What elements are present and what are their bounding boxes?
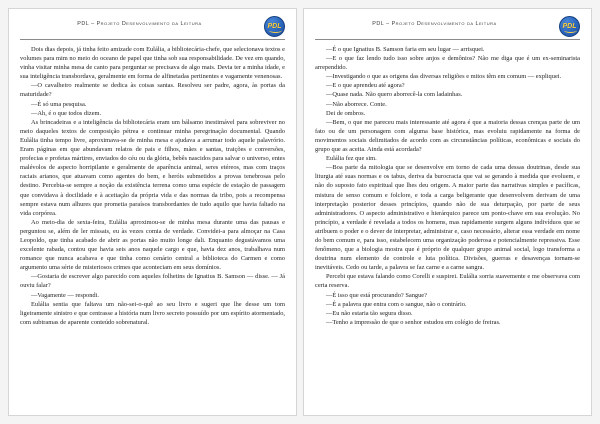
paragraph: —É a palavra que entra com o sangue, não o contrário.: [326, 300, 467, 308]
page-left: [8, 8, 297, 416]
paragraph: Ao meio-dia de sexta-feira, Eulália aproximou-se de minha mesa durante uma das pausas e perguntou se, além de ler missais, eu às vezes comia de verdade. Convidei-a para almoçar na Casa Leopoldo, que tinha acabado de abrir as portas não muito longe dali. Enquanto degustávamos uma excelente rabada, contou que havia seis anos naquele cargo e que, havia dez anos, trabalhava num romance que nunca acabava e que tinha como cenário central a biblioteca do Carmen e como argumento uma série de misteriosos crimes que aconteciam em seus domínios.: [20, 218, 285, 272]
paragraph: —Boa parte da mitologia que se desenvolve em torno de cada uma dessas doutrinas, desde sua liturgia até suas normas e os tabus, deriva da burocracia que vai se gerando à medida que evoluem, e não do suposto fato espiritual que lhes deu origem. A maior parte das narrativas simples e pacíficas, mistura de senso comum e folclore, e toda a carga beligerante que desenvolvem derivam de uma interpretação posterior desses princípios, quando não de sua deturpação, por parte de seus administradores. O aspecto administrativo e hierárquico parece um ponto-chave em sua evolução. No princípio, a verdade é revelada a todos os homens, mas rapidamente surgem alguns indivíduos que se atribuem o poder e o dever de interpretar, administrar e, caso necessário, alterar essa verdade em nome do bem comum e, para isso, estabelecem uma organização poderosa e potencialmente repressiva. Esse fenômeno, que a biologia mostra que é próprio de qualquer grupo animal social, logo transforma a doutrina num elemento de controle e luta política. Divisões, guerras e desavenças tornam-se inevitáveis. Cedo ou tarde, a palavra se faz carne e a carne sangra.: [315, 164, 580, 272]
header-title: PDL – Projeto Desenvolvimento da Leitura: [372, 21, 497, 27]
paragraph: —E o que aprendeu até agora?: [326, 82, 405, 90]
paragraph: —Investigando o que as origens das diversas religiões e mitos têm em comum — expliquei.: [326, 73, 562, 81]
page-header: [315, 15, 580, 40]
pdl-logo-icon: [264, 16, 285, 37]
paragraph: —É só uma pesquisa.: [31, 100, 87, 108]
pdl-logo-icon: [559, 16, 580, 37]
paragraph: Eulália fez que sim.: [326, 155, 377, 163]
paragraph: —Vagamente — respondi.: [31, 291, 99, 299]
header-title: PDL – Projeto Desenvolvimento da Leitura: [77, 21, 202, 27]
paragraph: Percebi que estava falando como Corelli e suspirei. Eulália sorria suavemente e me observava com certa reserva.: [315, 273, 580, 290]
paragraph: —Eu não estaria tão segura disso.: [326, 309, 413, 317]
paragraph: —É o que Ignatius B. Samson faria em seu lugar — arrisquei.: [326, 46, 485, 53]
page-header: [20, 15, 285, 40]
paragraph: Eulália sentia que faltava um não-sei-o-quê ao seu livro e sugeri que lhe desse um tom ligeiramente sinistro e que centrasse a história num livro secreto possuído por um espírito atormentado, com subtramas de aparente conteúdo sobrenatural.: [20, 300, 285, 326]
paragraph: Dei de ombros.: [326, 109, 366, 117]
page-body-text: [315, 45, 580, 407]
paragraph: —Gostaria de escrever algo parecido com aqueles folhetins de Ignatius B. Samson — disse. — Já ouviu falar?: [20, 273, 285, 290]
logo-swoosh-icon: [269, 28, 282, 33]
paragraph: As brincadeiras e a inteligência da bibliotecária eram um bálsamo inestimável para sobreviver no meio daqueles textos de composição pétrea e continuar minha peregrinação documental. Quando Eulália tinha tempo livre, aproximava-se de minha mesa e ajudava a arrumar todo aquele palavrório. Eram páginas em que abundavam relatos de pais e filhos, mães e santas, traições e conversões, profecias e profetas mártires, enviados do céu ou da glória, bebês nascidos para salvar o universo, entes malévolos de aspecto horripilante e geralmente de aparência animal, seres etéreos, mas com traços raciais arianos, que atuavam como agentes do bem, e heróis submetidos a provas tenebrosas pelo destino. Percebia-se sempre a noção da existência terrena como uma espécie de estação de passagem que convidava à docilidade e à aceitação da própria vida e das normas da tribo, pois a recompensa sempre estava num alhures que prometia paraísos transbordantes de tudo aquilo que havia faltado na vida corpórea.: [20, 118, 285, 217]
paragraph: —É isso que está procurando? Sangue?: [326, 291, 427, 299]
paragraph: —Bem, o que me pareceu mais interessante até agora é que a maioria dessas crenças parte de um fato ou de um personagem com alguma base histórica, mas evoluiu rapidamente na forma de movimentos sociais delimitados de acordo com as circunstâncias políticas, econômicas e sociais do grupo que as aceita. Ainda está acordada?: [315, 118, 580, 154]
paragraph: —O cavalheiro realmente se dedica às coisas santas. Resolveu ser padre, agora, às portas da maturidade?: [20, 82, 285, 99]
paragraph: —E o que faz lendo tudo isso sobre anjos e demônios? Não me diga que é um ex-seminarista arrependido.: [315, 55, 580, 72]
paragraph: —Quase nada. Não quero aborrecê-la com ladainhas.: [326, 91, 463, 99]
page-right: [303, 8, 592, 416]
paragraph: —Não aborrece. Conte.: [326, 100, 387, 108]
paragraph: Dois dias depois, já tinha feito amizade com Eulália, a bibliotecária-chefe, que selecionava textos e volumes para mim no meio do oceano de papel que tinha sob sua responsabilidade. De vez em quando, vinha visitar minha mesa de canto para perguntar se precisava de algo mais. Devia ter a minha idade, e sua inteligência transbordava, geralmente em forma de alfinetadas pertinentes e vagamente venenosas.: [20, 46, 285, 81]
paragraph: —Tenho a impressão de que o senhor estudou em colégio de freiras.: [326, 318, 501, 326]
paragraph: —Ah, é o que todos dizem.: [31, 109, 102, 117]
pdl-logo-text: PDL: [267, 23, 282, 30]
logo-swoosh-icon: [564, 28, 577, 33]
page-body-text: [20, 45, 285, 407]
pdl-logo-text: PDL: [562, 23, 577, 30]
